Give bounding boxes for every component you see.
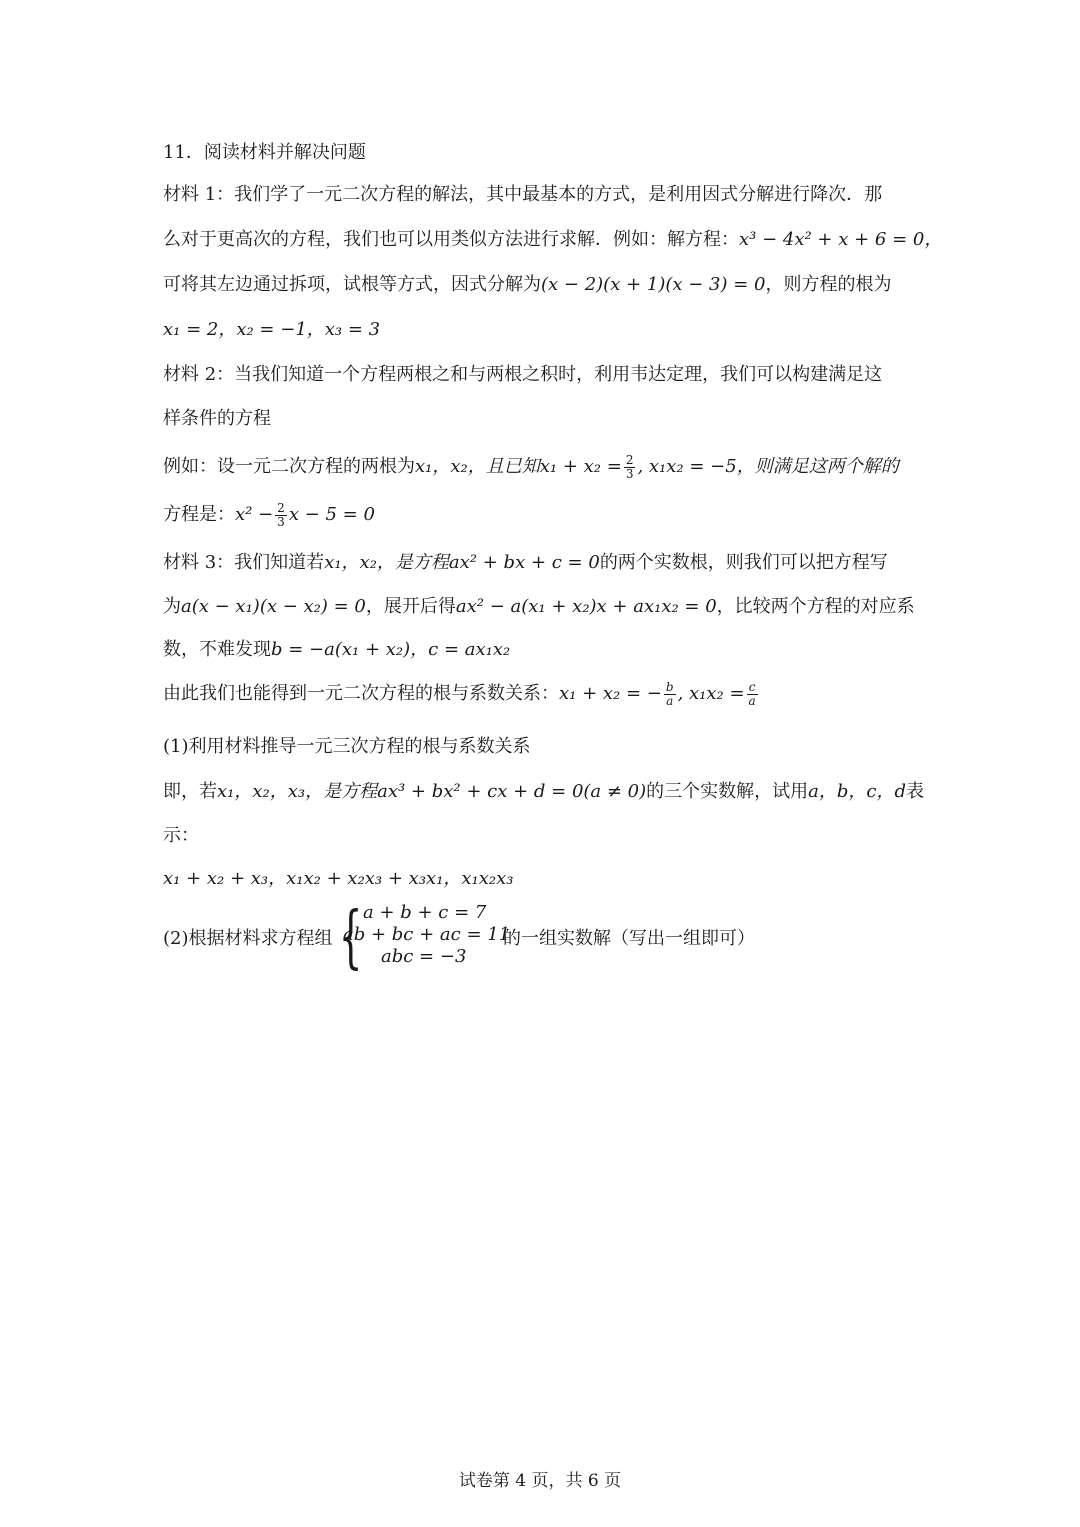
math-equation: x³ − 4x² + x + 6 = 0，	[739, 229, 943, 250]
denominator: 3	[277, 514, 285, 529]
text: ，比较两个方程的对应系	[716, 596, 915, 617]
math-factored: a(x − x₁)(x − x₂) = 0	[181, 596, 366, 617]
text: 的两个实数根，则我们可以把方程写	[599, 552, 888, 573]
math-cubic: x₁，x₂，x₃，是方程ax³ + bx² + cx + d = 0(a ≠ 0)	[217, 781, 647, 802]
fraction-two-thirds	[275, 502, 287, 529]
material-2-line-4	[163, 500, 375, 530]
text: 可将其左边通过拆项，试根等方式，因式分解为	[163, 274, 541, 295]
question-2-lead: (2)根据材料求方程组	[163, 928, 333, 949]
math-quadratic: x₁，x₂，是方程ax² + bx + c = 0	[324, 552, 600, 573]
math-roots-sum: x₁，x₂，且已知x₁ + x₂ =	[415, 456, 622, 477]
numerator: 2	[277, 500, 285, 515]
text: ，则方程的根为	[765, 274, 892, 295]
text: 数，不难发现	[163, 639, 271, 660]
material-2-line-2: 样条件的方程	[163, 408, 271, 429]
question-1-line-3: 示：	[163, 825, 199, 846]
numerator: b	[665, 679, 674, 694]
problem-title: 11．阅读材料并解决问题	[163, 142, 366, 163]
math-equation-tail: x − 5 = 0	[288, 504, 375, 525]
material-3-line-4	[163, 679, 760, 709]
text: 例如：设一元二次方程的两根为	[163, 456, 415, 477]
fraction-two-thirds	[624, 454, 636, 481]
numerator: c	[747, 681, 758, 695]
text: 材料 3：我们知道若	[163, 552, 325, 573]
system-equation-3: abc = −3	[381, 946, 467, 967]
denominator: 3	[625, 466, 634, 481]
fraction-c-over-a	[747, 681, 758, 708]
question-1-title: (1)利用材料推导一元三次方程的根与系数关系	[163, 736, 531, 757]
text: 的三个实数解，试用	[646, 781, 809, 802]
question-2	[163, 898, 923, 977]
text: ，展开后得	[365, 596, 456, 617]
fraction-b-over-a	[664, 681, 676, 708]
material-2-line-1: 材料 2：当我们知道一个方程两根之和与两根之积时，利用韦达定理，我们可以构建满足这	[163, 364, 883, 385]
system-brace: {	[338, 898, 363, 977]
material-1-roots: x₁ = 2，x₂ = −1，x₃ = 3	[163, 319, 381, 340]
question-2-tail: 的一组实数解（写出一组即可）	[503, 928, 755, 949]
math-vieta-product: , x₁x₂ =	[677, 683, 745, 704]
math-coefficients: b = −a(x₁ + x₂)，c = ax₁x₂	[271, 639, 511, 660]
page-footer: 试卷第 4 页，共 6 页	[458, 1471, 622, 1491]
material-1-line-2	[163, 225, 942, 255]
text: 么对于更高次的方程，我们也可以用类似方法进行求解．例如：解方程：	[163, 229, 739, 250]
math-factored: (x − 2)(x + 1)(x − 3) = 0	[541, 274, 766, 295]
math-expanded: ax² − a(x₁ + x₂)x + ax₁x₂ = 0	[455, 596, 717, 617]
math-product: , x₁x₂ = −5，则满足这两个解的	[637, 456, 899, 477]
math-variables: a，b，c，d	[808, 781, 907, 802]
material-1-line-1: 材料 1：我们学了一元二次方程的解法，其中最基本的方式，是利用因式分解进行降次．那	[163, 184, 883, 205]
system-equation-1: a + b + c = 7	[363, 902, 487, 923]
math-vieta-sum: x₁ + x₂ = −	[559, 683, 662, 704]
system-equation-2: ab + bc + ac = 11	[343, 924, 511, 945]
question-1-expressions: x₁ + x₂ + x₃，x₁x₂ + x₂x₃ + x₃x₁，x₁x₂x₃	[163, 868, 514, 889]
text: 方程是：	[163, 504, 235, 525]
material-2-line-3	[163, 452, 899, 482]
text: 即，若	[163, 781, 217, 802]
denominator: a	[666, 693, 674, 708]
text: 表	[906, 781, 925, 802]
question-1-line-2	[163, 777, 924, 807]
material-3-line-1	[163, 548, 888, 578]
text: 为	[163, 596, 181, 617]
numerator: 2	[625, 452, 634, 467]
text: 由此我们也能得到一元二次方程的根与系数关系：	[163, 683, 559, 704]
material-3-line-2	[163, 592, 915, 622]
math-equation: x² −	[235, 504, 274, 525]
material-3-line-3	[163, 635, 510, 665]
denominator: a	[748, 693, 756, 708]
material-1-line-3	[163, 270, 892, 300]
